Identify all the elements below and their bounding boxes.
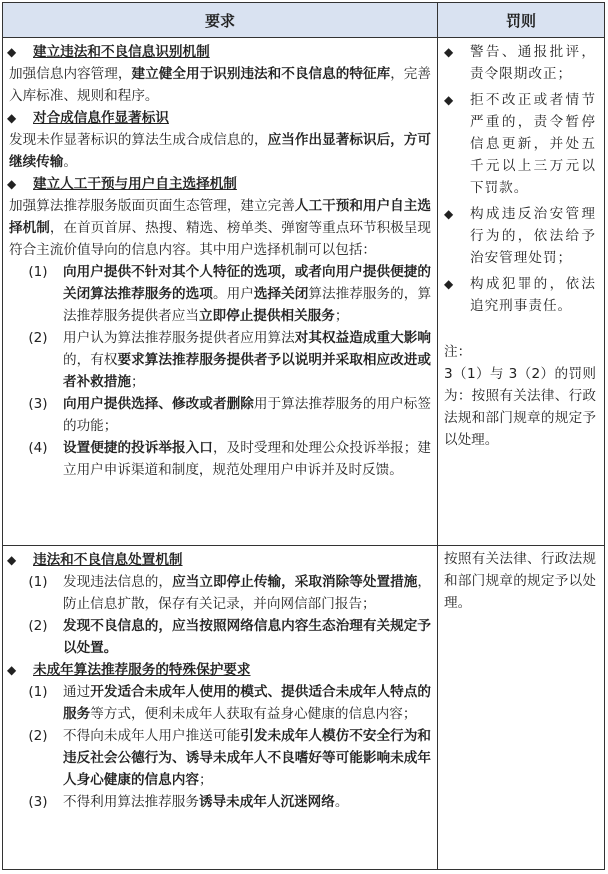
list-item-text bbox=[63, 393, 431, 437]
list-item-number: (1) bbox=[28, 574, 48, 590]
text-run: 等方式，便利未成年人获取有益身心健康的信息内容； bbox=[90, 706, 417, 722]
bold-text: 建立健全用于识别违法和不良信息的特征库 bbox=[131, 66, 391, 82]
penalty-item-text: 警告、通报批评，责令限期改正； bbox=[470, 44, 596, 82]
section-heading bbox=[9, 173, 431, 195]
text-run: ，在首页首屏、热搜、精选、榜单类、弹窗等重点环节积极呈现符合主流价值导向的信息内容。其中用户选择机制可以包括： bbox=[9, 220, 432, 258]
list-item bbox=[13, 791, 431, 813]
list-item bbox=[13, 571, 431, 615]
penalty-item bbox=[444, 41, 596, 85]
requirements-table bbox=[2, 2, 605, 870]
text-run: 不得利用算法推荐服务 bbox=[63, 794, 199, 810]
text-run: ； bbox=[334, 308, 349, 324]
text-run: 发现未作显著标识的算法生成合成信息的， bbox=[9, 132, 268, 148]
list-item-text bbox=[63, 327, 431, 393]
diamond-bullet-icon: ◆ bbox=[7, 45, 17, 59]
text-run: 。用户 bbox=[212, 286, 254, 302]
section-heading bbox=[9, 549, 431, 571]
list-item bbox=[13, 437, 431, 481]
list-item-number: (2) bbox=[28, 330, 48, 346]
penalty-item bbox=[444, 203, 596, 269]
list-item-text bbox=[63, 261, 431, 327]
list-item-text bbox=[63, 437, 431, 481]
section-heading-text: 建立违法和不良信息识别机制 bbox=[33, 44, 210, 60]
bold-text: 应当立即停止传输，采取消除等处置措施 bbox=[172, 574, 418, 590]
section-body bbox=[9, 129, 431, 173]
penalty-list bbox=[444, 41, 596, 317]
list-item bbox=[13, 681, 431, 725]
text-run: 。 bbox=[63, 154, 77, 170]
bold-text: 选择关闭 bbox=[253, 286, 309, 302]
section-heading bbox=[9, 41, 431, 63]
list-item-number: (1) bbox=[28, 264, 48, 280]
list-item-text bbox=[63, 725, 431, 791]
list-item-text bbox=[63, 615, 431, 659]
penalty-item bbox=[444, 89, 596, 199]
bold-text: 开发适合未成年人使用的模式、提供适合未成年人特点的服务 bbox=[63, 684, 432, 722]
list-item-number: (3) bbox=[28, 396, 48, 412]
header-requirements: 要求 bbox=[3, 3, 438, 38]
diamond-bullet-icon: ◆ bbox=[444, 45, 454, 59]
text-run: 用户认为算法推荐服务提供者应用算法 bbox=[63, 330, 295, 346]
text-run: ，完善入库标准、规则和程序。 bbox=[9, 66, 432, 104]
list-item-text bbox=[63, 571, 431, 615]
diamond-bullet-icon: ◆ bbox=[7, 111, 17, 125]
text-run: 算法推荐服务的，算法推荐服务提供者应当 bbox=[63, 286, 432, 324]
diamond-bullet-icon: ◆ bbox=[444, 93, 454, 107]
list-item bbox=[13, 615, 431, 659]
section-heading-text: 对合成信息作显著标识 bbox=[33, 110, 169, 126]
requirements-cell bbox=[3, 38, 438, 546]
text-run: 发现违法信息的， bbox=[63, 574, 173, 590]
bold-text: 发现不良信息的，应当按照网络信息内容生态治理有关规定予以处置。 bbox=[63, 618, 431, 656]
diamond-bullet-icon: ◆ bbox=[7, 177, 17, 191]
diamond-bullet-icon: ◆ bbox=[7, 553, 17, 567]
penalties-cell bbox=[438, 38, 605, 546]
section-heading-text: 未成年算法推荐服务的特殊保护要求 bbox=[33, 662, 251, 678]
text-run: 用于算法推荐服务的用户标签的功能； bbox=[63, 396, 432, 434]
list-item-text bbox=[63, 791, 431, 813]
section-heading bbox=[9, 659, 431, 681]
list-item bbox=[13, 725, 431, 791]
list-item bbox=[13, 393, 431, 437]
section-body bbox=[9, 63, 431, 107]
penalty-item-text: 构成违反治安管理行为的，依法给予治安管理处罚； bbox=[470, 206, 596, 266]
penalty-text: 按照有关法律、行政法规和部门规章的规定予以处理。 bbox=[444, 551, 596, 611]
list-item-number: (2) bbox=[28, 618, 48, 634]
bold-text: 诱导未成年人沉迷网络 bbox=[198, 794, 335, 810]
list-item bbox=[13, 261, 431, 327]
bold-text: 设置便捷的投诉举报入口 bbox=[63, 440, 213, 456]
section-heading bbox=[9, 107, 431, 129]
text-run: 通过 bbox=[63, 684, 91, 700]
bold-text: 立即停止提供相关服务 bbox=[198, 308, 335, 324]
bold-text: 要求算法推荐服务提供者予以说明并采取相应改进或者补救措施 bbox=[63, 352, 432, 390]
text-run: ，及时受理和处理公众投诉举报；建立用户申诉渠道和制度，规范处理用户申诉并及时反馈。 bbox=[63, 440, 432, 478]
bold-text: 向用户提供选择、修改或者删除 bbox=[63, 396, 254, 412]
table-row bbox=[3, 38, 605, 546]
diamond-bullet-icon: ◆ bbox=[444, 207, 454, 221]
regulation-document bbox=[2, 2, 604, 868]
table-row bbox=[3, 546, 605, 870]
requirements-cell bbox=[3, 546, 438, 870]
bold-text: 人工干预和用户自主选择机制 bbox=[9, 198, 432, 236]
list-item bbox=[13, 327, 431, 393]
text-run: ，防止信息扩散，保存有关记录，并向网信部门报告； bbox=[63, 574, 432, 612]
text-run: 加强算法推荐服务版面页面生态管理，建立完善 bbox=[9, 198, 295, 214]
bold-text: 向用户提供不针对其个人特征的选项，或者向用户提供便捷的关闭算法推荐服务的选项 bbox=[63, 264, 431, 302]
text-run: ； bbox=[198, 772, 213, 788]
bold-text: 对其权益造成重大影响 bbox=[294, 330, 432, 346]
penalty-item-text: 拒不改正或者情节严重的，责令暂停信息更新，并处五千元以上三万元以下罚款。 bbox=[470, 92, 596, 196]
list-item-number: (1) bbox=[28, 684, 48, 700]
penalties-cell bbox=[438, 546, 605, 870]
penalty-item bbox=[444, 273, 596, 317]
bold-text: 引发未成年人模仿不安全行为和违反社会公德行为、诱导未成年人不良嗜好等可能影响未成年人身心健康的信息内容 bbox=[63, 728, 431, 788]
list-item-number: (3) bbox=[28, 794, 48, 810]
list-item-number: (2) bbox=[28, 728, 48, 744]
penalty-item-text: 构成犯罪的，依法追究刑事责任。 bbox=[470, 276, 596, 314]
diamond-bullet-icon: ◆ bbox=[7, 663, 17, 677]
text-run: 。 bbox=[334, 794, 349, 810]
diamond-bullet-icon: ◆ bbox=[444, 277, 454, 291]
text-run: 的，有权 bbox=[63, 352, 118, 368]
text-run: 加强信息内容管理， bbox=[9, 66, 132, 82]
note-label: 注： bbox=[444, 344, 472, 360]
list-item-number: (4) bbox=[28, 440, 48, 456]
section-heading-text: 建立人工干预与用户自主选择机制 bbox=[33, 176, 237, 192]
header-penalties: 罚则 bbox=[438, 3, 605, 38]
text-run: 不得向未成年人用户推送可能 bbox=[63, 728, 241, 744]
table-header-row bbox=[3, 3, 605, 38]
text-run: ； bbox=[130, 374, 145, 390]
penalty-note bbox=[444, 341, 596, 451]
section-body bbox=[9, 195, 431, 261]
note-text: 3（1）与 3（2）的罚则为：按照有关法律、行政法规和部门规章的规定予以处理。 bbox=[444, 366, 596, 448]
list-item-text bbox=[63, 681, 431, 725]
bold-text: 应当作出显著标识后，方可继续传输 bbox=[9, 132, 431, 170]
section-heading-text: 违法和不良信息处置机制 bbox=[33, 552, 183, 568]
